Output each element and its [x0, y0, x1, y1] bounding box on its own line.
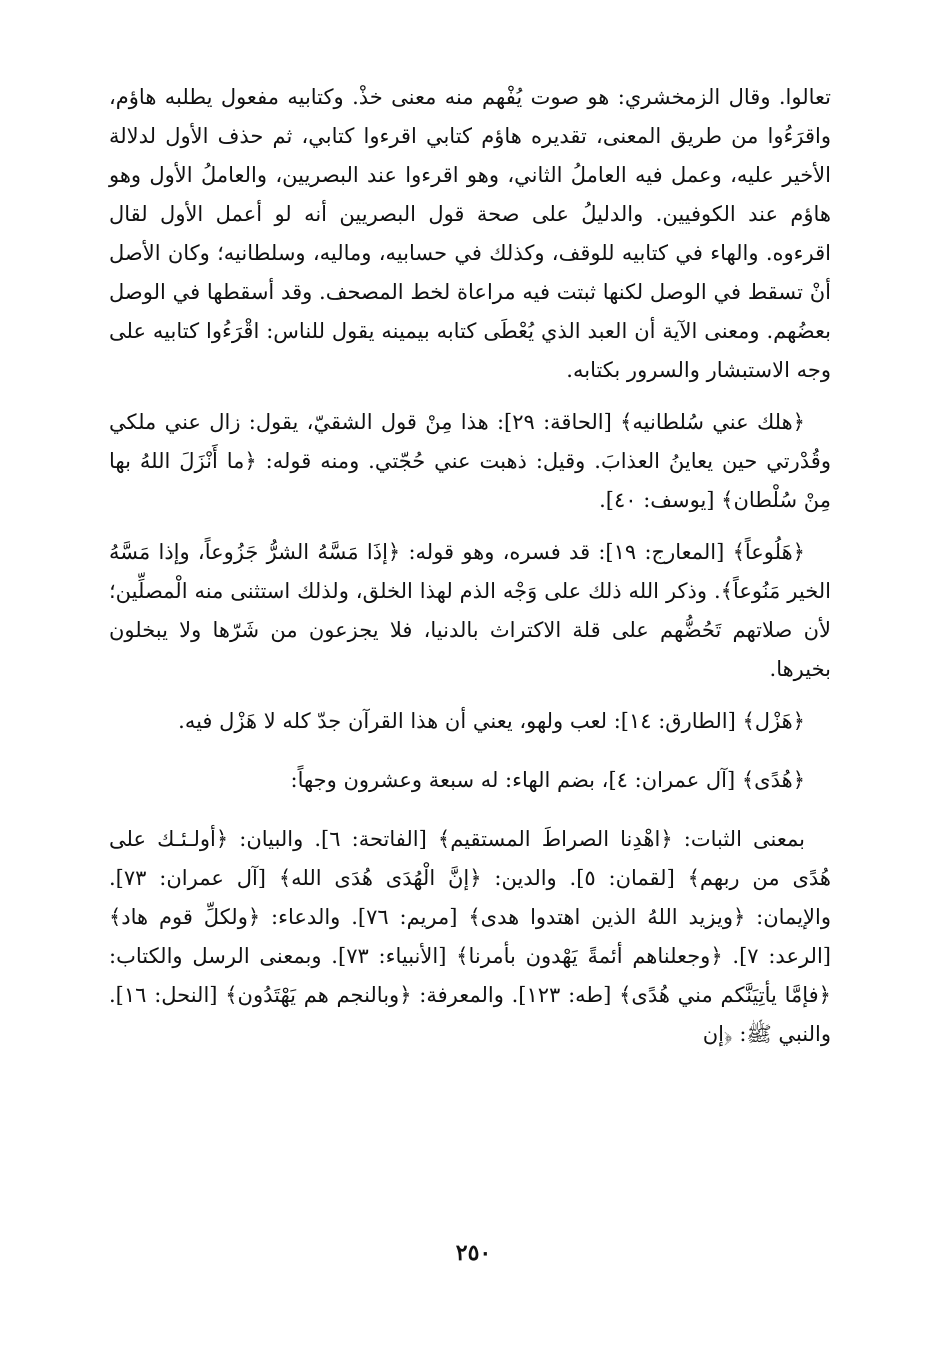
paragraph-sultaniyah: ﴿هلك عني سُلطانيه﴾ [الحاقة: ٢٩]: هذا مِنْ قول الشقيّ، يقول: زال عني ملكي وقُدْرتي حين يعاينُ العذابَ. وقيل: ذهبت عني حُجّتي. ومنه قوله: ﴿ما أَنْزَلَ اللهُ بها مِنْ سُلْطان﴾ [يوسف: ٤٠].	[109, 410, 831, 512]
paragraph-huda-meanings: بمعنى الثبات: ﴿اهْدِنا الصراطَ المستقيم﴾ [الفاتحة: ٦]. والبيان: ﴿أولـئـك على هُدًى من ربهم﴾ [لقمان: ٥]. والدين: ﴿إنَّ الْهُدَى هُدَى الله﴾ [آل عمران: ٧٣]. والإيمان: ﴿ويزيد اللهُ الذين اهتدوا هدى﴾ [مريم: ٧٦]. والدعاء: ﴿ولكلِّ قوم هاد﴾ [الرعد: ٧]. ﴿وجعلناهم أئمةً يَهْدون بأمرنا﴾ [الأنبياء: ٧٣]. وبمعنى الرسل والكتاب: ﴿فإمَّا يأتِيَنَّكم مني هُدًى﴾ [طه: ١٢٣]. والمعرفة: ﴿وبالنجم هم يَهْتَدُون﴾ [النحل: ١٦]. والنبي ﷺ: ﴿إن	[109, 827, 831, 1046]
paragraph-kitabiyah-explanation: تعالوا. وقال الزمخشري: هو صوت يُفْهم منه معنى خذْ. وكتابيه مفعول يطلبه هاؤم، واقرَءُوا من طريق المعنى، تقديره هاؤم كتابي اقرءوا كتابي، ثم حذف الأول لدلالة الأخير عليه، وعمل فيه العاملُ الثاني، وهو اقرءوا عند البصريين، والعاملُ الأول وهو هاؤم عند الكوفيين. والدليلُ على صحة قول البصريين أنه لو أعمل الأول لقال اقرءوه. والهاء في كتابيه للوقف، وكذلك في حسابيه، وماليه، وسلطانيه؛ وكان الأصل أنْ تسقط في الوصل لكنها ثبتت فيه مراعاة لخط المصحف. وقد أسقطها في الوصل بعضُهم. ومعنى الآية أن العبد الذي يُعْطَى كتابه بيمينه يقول للناس: اقْرَءُوا كتابيه على وجه الاستبشار والسرور بكتابه.	[109, 85, 831, 382]
page-number: ٢٥٠	[455, 1240, 492, 1266]
page-body	[109, 78, 831, 1054]
paragraph-haluan: ﴿هَلُوعاً﴾ [المعارج: ١٩]: قد فسره، وهو قوله: ﴿إذَا مَسَّهُ الشرُّ جَزُوعاً، وإذا مَسَّهُ الخير مَنُوعاً﴾. وذكر الله ذلك على وَجْه الذم لهذا الخلق، ولذلك استثنى منه الْمصلِّين؛ لأن صلاتهم تَحُضُّهم على قلة الاكتراث بالدنيا، فلا يجزعون من شَرّها ولا يبخلون بخيرها.	[109, 540, 831, 681]
paragraph-hazl: ﴿هَزْل﴾ [الطارق: ١٤]: لعب ولهو، يعني أن هذا القرآن جدّ كله لا هَزْل فيه.	[178, 709, 805, 733]
paragraph-huda-heading: ﴿هُدًى﴾ [آل عمران: ٤]، بضم الهاء: له سبعة وعشرون وجهاً:	[290, 768, 805, 792]
